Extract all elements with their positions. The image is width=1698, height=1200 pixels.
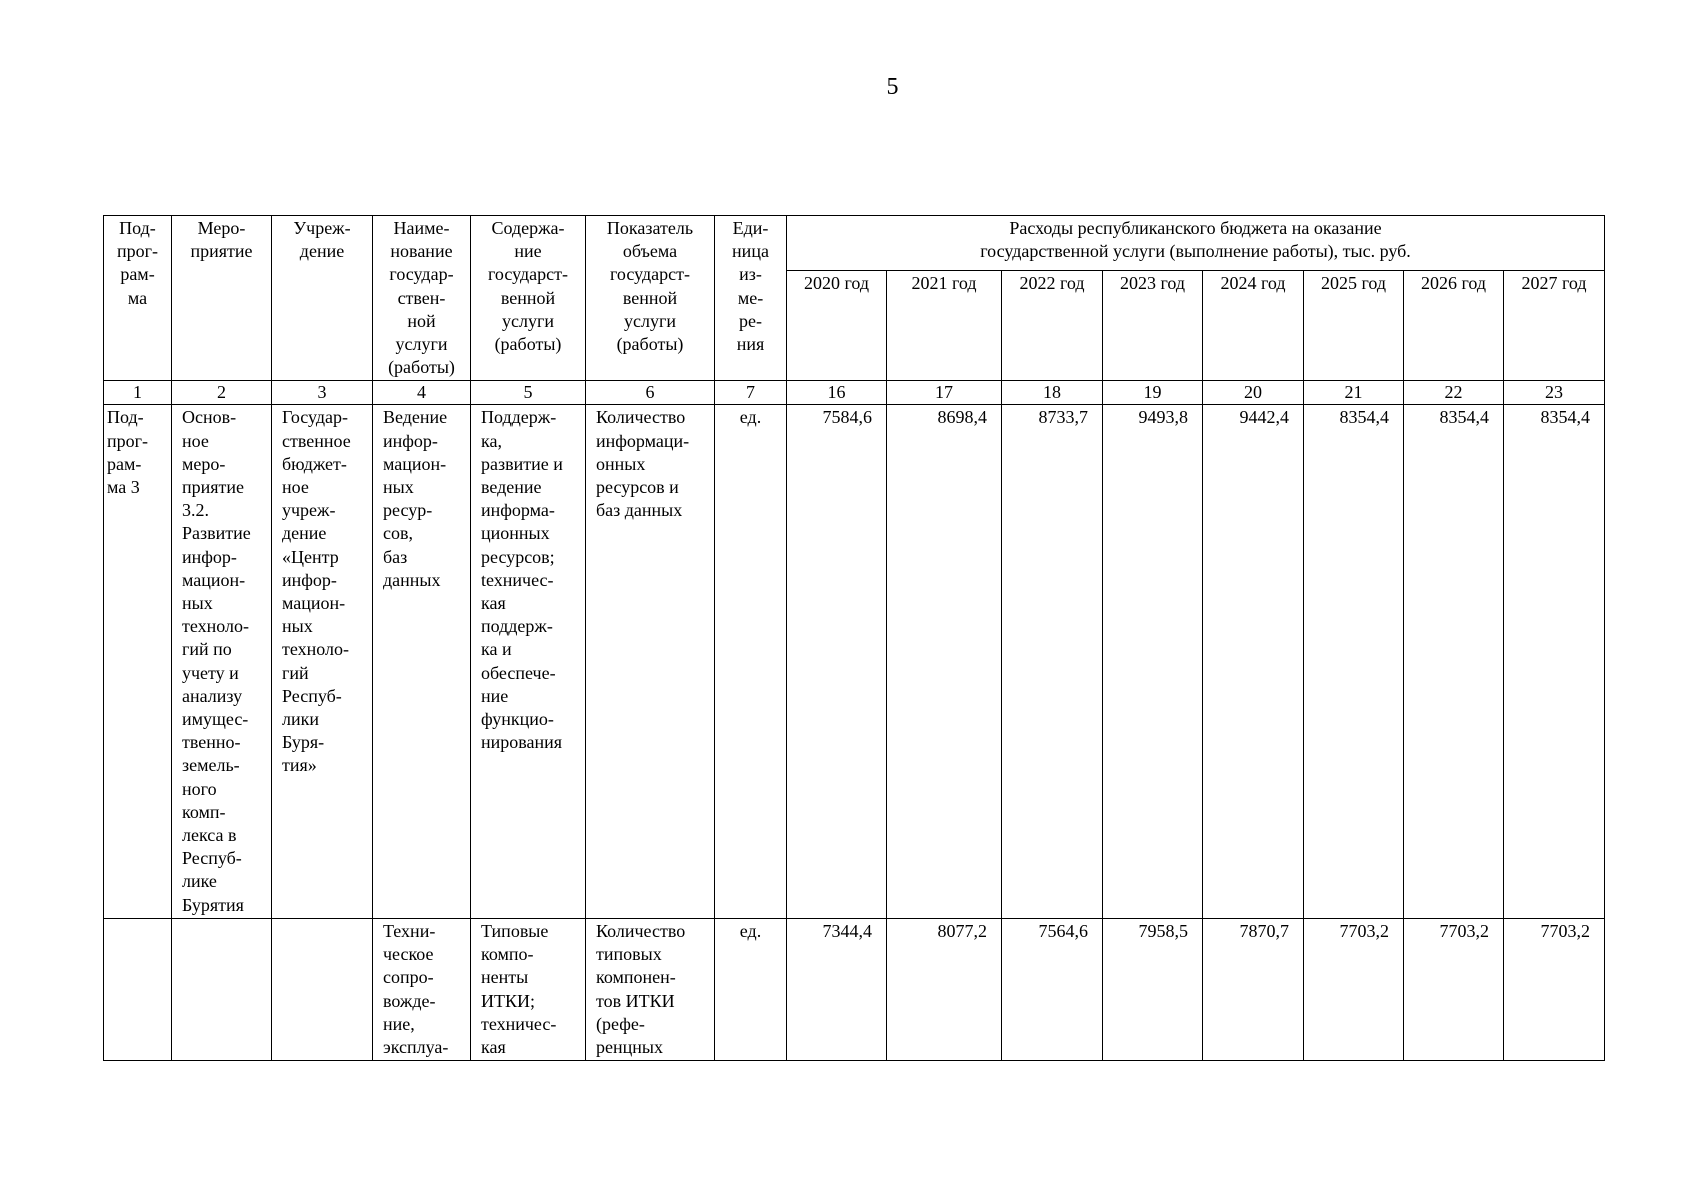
cell-unit: ед. <box>715 918 787 1060</box>
cell-value: 8733,7 <box>1002 405 1103 918</box>
column-number: 23 <box>1504 381 1605 405</box>
cell-indicator: Количество типовых компонен- тов ИТКИ (рефе- ренцных <box>586 918 715 1060</box>
cell-unit: ед. <box>715 405 787 918</box>
cell-value: 7703,2 <box>1504 918 1605 1060</box>
cell-service-name: Техни- ческое сопро- вожде- ние, эксплуа- <box>373 918 471 1060</box>
cell-value: 7564,6 <box>1002 918 1103 1060</box>
cell-indicator: Количество информаци- онных ресурсов и баз данных <box>586 405 715 918</box>
cell-institution <box>272 918 373 1060</box>
column-number: 17 <box>887 381 1002 405</box>
cell-value: 8354,4 <box>1304 405 1404 918</box>
cell-value: 7958,5 <box>1103 918 1203 1060</box>
cell-value: 7870,7 <box>1203 918 1304 1060</box>
cell-value: 9493,8 <box>1103 405 1203 918</box>
cell-service-name: Ведение инфор- мацион- ных ресур- сов, баз данных <box>373 405 471 918</box>
column-number: 18 <box>1002 381 1103 405</box>
column-number-row <box>104 381 1605 405</box>
header-unit: Еди- ница из- ме- ре- ния <box>715 216 787 381</box>
column-number: 16 <box>787 381 887 405</box>
column-number: 22 <box>1404 381 1504 405</box>
page-number: 5 <box>886 74 899 100</box>
header-year: 2025 год <box>1304 271 1404 381</box>
header-service-name: Наиме- нование государ- ствен- ной услуги (работы) <box>373 216 471 381</box>
header-year: 2021 год <box>887 271 1002 381</box>
cell-measure <box>172 918 272 1060</box>
column-number: 3 <box>272 381 373 405</box>
header-year: 2023 год <box>1103 271 1203 381</box>
header-year: 2022 год <box>1002 271 1103 381</box>
cell-value: 7344,4 <box>787 918 887 1060</box>
header-year: 2024 год <box>1203 271 1304 381</box>
cell-value: 9442,4 <box>1203 405 1304 918</box>
cell-value: 8077,2 <box>887 918 1002 1060</box>
cell-service-content: Поддерж- ка, развитие и ведение информа- ционных ресурсов; tехничес- кая поддерж- ка и обеспече- ние функцио- нирования <box>471 405 586 918</box>
cell-value: 8354,4 <box>1404 405 1504 918</box>
cell-measure: Основ- ное меро- приятие 3.2. Развитие инфор- мацион- ных техноло- гий по учету и анализу имущес- твенно- земель- ного комп- лекса в Респуб- лике Бурятия <box>172 405 272 918</box>
cell-subprogram: Под- прог- рам- ма 3 <box>104 405 172 918</box>
column-number: 2 <box>172 381 272 405</box>
column-number: 6 <box>586 381 715 405</box>
column-number: 1 <box>104 381 172 405</box>
header-measure: Меро- приятие <box>172 216 272 381</box>
header-year: 2026 год <box>1404 271 1504 381</box>
header-institution: Учреж- дение <box>272 216 373 381</box>
header-subprogram: Под- прог- рам- ма <box>104 216 172 381</box>
cell-value: 8698,4 <box>887 405 1002 918</box>
cell-value: 8354,4 <box>1504 405 1605 918</box>
column-number: 21 <box>1304 381 1404 405</box>
cell-value: 7703,2 <box>1404 918 1504 1060</box>
table-row <box>104 405 1605 918</box>
column-number: 4 <box>373 381 471 405</box>
header-year: 2027 год <box>1504 271 1605 381</box>
column-number: 19 <box>1103 381 1203 405</box>
column-number: 7 <box>715 381 787 405</box>
header-expenses: Расходы республиканского бюджета на оказание государственной услуги (выполнение работы), тыс. руб. <box>787 216 1605 271</box>
header-year: 2020 год <box>787 271 887 381</box>
header-service-content: Содержа- ние государст- венной услуги (работы) <box>471 216 586 381</box>
budget-table <box>103 215 1605 1061</box>
cell-service-content: Типовые компо- ненты ИТКИ; техничес- кая <box>471 918 586 1060</box>
cell-value: 7584,6 <box>787 405 887 918</box>
cell-institution: Государ- ственное бюджет- ное учреж- дение «Центр инфор- мацион- ных техноло- гий Респуб- лики Буря- тия» <box>272 405 373 918</box>
column-number: 5 <box>471 381 586 405</box>
header-row <box>104 216 1605 271</box>
header-indicator: Показатель объема государст- венной услуги (работы) <box>586 216 715 381</box>
cell-subprogram <box>104 918 172 1060</box>
column-number: 20 <box>1203 381 1304 405</box>
cell-value: 7703,2 <box>1304 918 1404 1060</box>
table-row <box>104 918 1605 1060</box>
